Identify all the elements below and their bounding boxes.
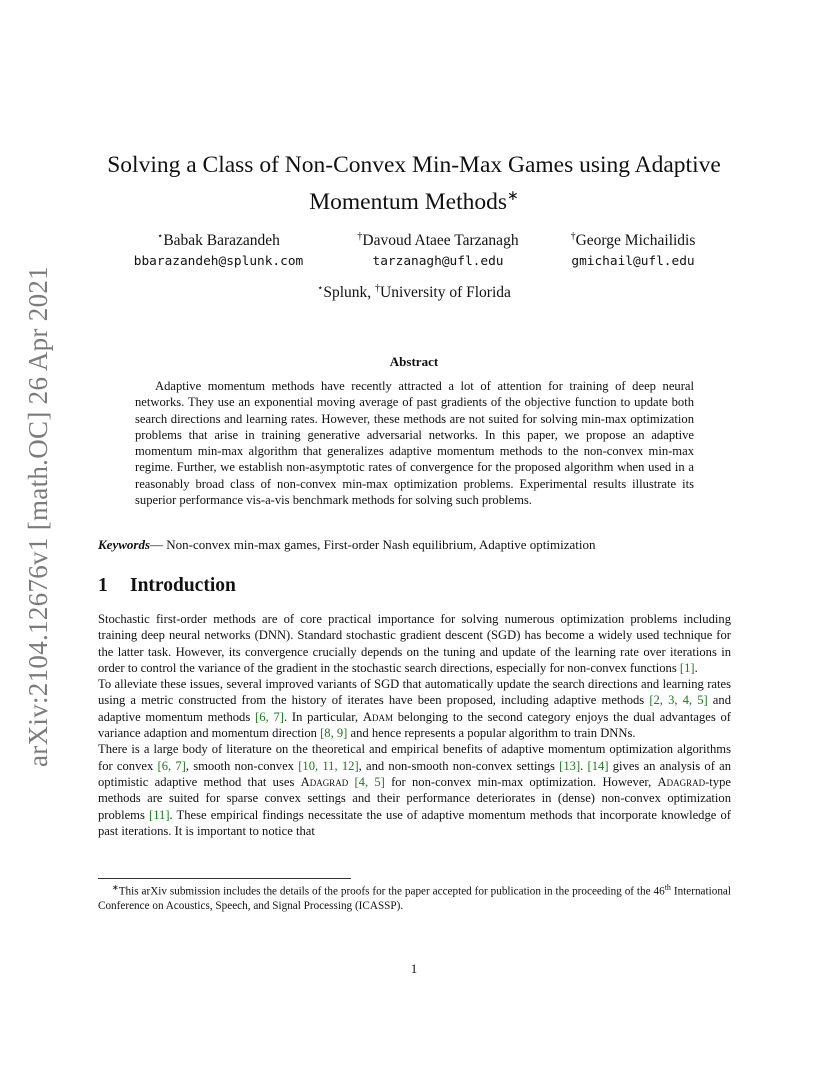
- paragraph: Stochastic first-order methods are of core practical importance for solving numerous optimization problems including training deep neural networks (DNN). Standard stochastic gradient descent (SGD) has become a widely used technique for the latter task. However, its convergence crucially depends on the tuning and update of the learning rate over iterations in order to control the variance of the gradient in the stochastic search directions, especially for non-convex functions [1].: [98, 612, 731, 675]
- introduction-body: [98, 611, 731, 839]
- author-name: †George Michailidis: [570, 231, 696, 250]
- author-name: ⋆Babak Barazandeh: [157, 231, 280, 250]
- arxiv-identifier-stamp: [19, 265, 57, 767]
- author-name: †Davoud Ataee Tarzanagh: [357, 231, 519, 250]
- citation-link[interactable]: [6, 7]: [157, 758, 186, 773]
- affiliations: ⋆Splunk, †University of Florida: [317, 283, 511, 302]
- citation-link[interactable]: [2, 3, 4, 5]: [649, 693, 708, 708]
- abstract-heading: Abstract: [389, 354, 439, 369]
- section-title: Introduction: [130, 575, 236, 596]
- author-block-3: [561, 227, 705, 272]
- citation-link[interactable]: [4, 5]: [354, 774, 385, 789]
- title-line-1: Solving a Class of Non-Convex Min-Max Games using Adaptive: [107, 152, 721, 178]
- algorithm-name: Adam: [362, 709, 393, 724]
- author-block-1: [128, 227, 309, 272]
- paragraph: There is a large body of literature on the theoretical and empirical benefits of adaptive momentum optimization algorithms for convex [6, 7], smooth non-convex [10, 11, 12], and non-smooth non-convex settings [13]. [14] gives an analysis of an optimistic adaptive method that uses Adagrad [4, 5] for non-convex min-max optimization. However, Adagrad-type methods are suited for sparse convex settings and their performance deteriorates in (dense) non-convex optimization problems [11]. These empirical findings necessitate the use of adaptive momentum methods that incorporate knowledge of past iterations. It is important to notice that: [98, 742, 732, 838]
- title-line-2: Momentum Methods: [309, 188, 508, 215]
- keywords-text: Non-convex min-max games, First-order Nash equilibrium, Adaptive optimization: [166, 537, 596, 552]
- section-heading-introduction: [98, 575, 236, 597]
- citation-link[interactable]: [11]: [149, 807, 170, 822]
- footnote: ∗This arXiv submission includes the details of the proofs for the paper accepted for publication in the proceeding of the 46th International Conference on Acoustics, Speech, and Signal Processing (ICASSP).: [98, 883, 732, 913]
- algorithm-name: Adagrad: [300, 774, 349, 789]
- keywords-dash: —: [150, 537, 167, 552]
- arxiv-identifier-text: arXiv:2104.12676v1 [math.OC] 26 Apr 2021: [22, 265, 53, 767]
- footnote-divider: [98, 878, 351, 879]
- author-email[interactable]: tarzanagh@ufl.edu: [372, 254, 504, 270]
- author-email[interactable]: gmichail@ufl.edu: [571, 254, 695, 270]
- citation-link[interactable]: [8, 9]: [320, 726, 348, 741]
- citation-link[interactable]: [6, 7]: [255, 709, 284, 724]
- author-email[interactable]: bbarazandeh@splunk.com: [133, 254, 304, 270]
- citation-link[interactable]: [10, 11, 12]: [298, 758, 359, 773]
- citation-link[interactable]: [1]: [679, 660, 695, 675]
- citation-link[interactable]: [13]: [559, 758, 581, 773]
- page-number: 1: [410, 961, 418, 976]
- keywords-label: Keywords: [98, 537, 150, 552]
- algorithm-name: Adagrad: [657, 774, 706, 789]
- citation-link[interactable]: [14]: [587, 758, 609, 773]
- abstract-text: Adaptive momentum methods have recently attracted a lot of attention for training of deep neural networks. They use an exponential moving average of past gradients of the objective function to update both search directions and learning rates. However, these methods are not suited for solving min-max optimization problems that arise in training generative adversarial networks. In this paper, we propose an adaptive momentum min-max algorithm that generalizes adaptive momentum methods to the non-convex min-max regime. Further, we establish non-asymptotic rates of convergence for the proposed algorithm when used in a reasonably broad class of non-convex min-max optimization problems. Experimental results illustrate its superior performance vis-a-vis benchmark methods for solving such problems.: [135, 379, 694, 508]
- paper-title: [90, 150, 738, 218]
- title-footnote-mark: ∗: [507, 189, 519, 204]
- keywords: [98, 537, 738, 553]
- paragraph: To alleviate these issues, several improved variants of SGD that automatically update the search directions and learning rates using a metric constructed from the history of iterates have been proposed, including adaptive methods [2, 3, 4, 5] and adaptive momentum methods [6, 7]. In particular, Adam belonging to the second category enjoys the dual advantages of variance adaption and momentum direction [8, 9] and hence represents a popular algorithm to train DNNs.: [98, 677, 732, 741]
- author-block-2: [340, 227, 536, 272]
- section-number: 1: [98, 575, 108, 596]
